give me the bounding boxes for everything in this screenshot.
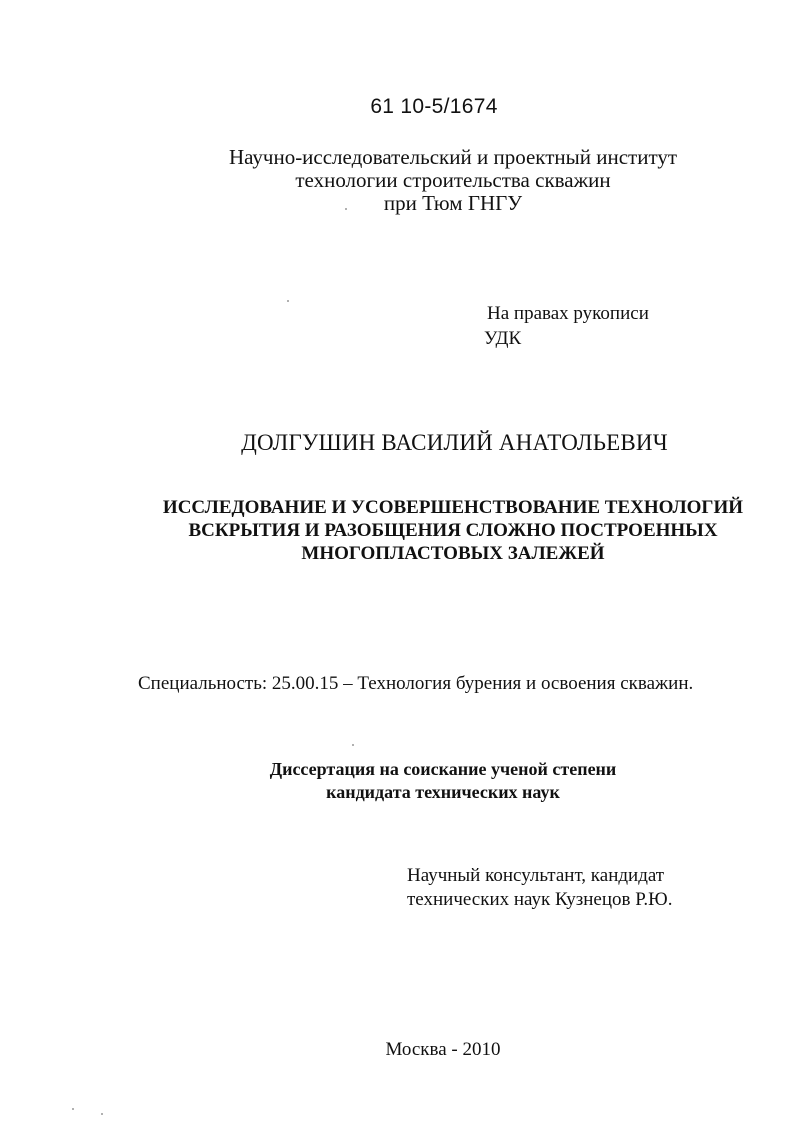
consultant-line: Научный консультант, кандидат bbox=[407, 865, 665, 886]
city-year: Москва - 2010 bbox=[385, 1039, 501, 1060]
consultant-line: технических наук Кузнецов Р.Ю. bbox=[407, 889, 673, 910]
author-name: ДОЛГУШИН ВАСИЛИЙ АНАТОЛЬЕВИЧ bbox=[241, 430, 668, 455]
scan-speck bbox=[352, 744, 354, 746]
consultant-block bbox=[407, 864, 672, 912]
degree-block bbox=[0, 758, 793, 804]
specialty-line: Специальность: 25.00.15 – Технология бурения и освоения скважин. bbox=[138, 673, 694, 694]
udk-label: УДК bbox=[484, 328, 522, 349]
archive-code: 61 10-5/1674 bbox=[370, 95, 498, 118]
scan-speck bbox=[101, 1113, 103, 1115]
scan-speck bbox=[287, 300, 289, 302]
degree-line: кандидата технических наук bbox=[326, 782, 560, 802]
institute-line: Научно-исследовательский и проектный институт bbox=[228, 145, 678, 169]
title-line: ИССЛЕДОВАНИЕ И УСОВЕРШЕНСТВОВАНИЕ ТЕХНОЛОГИЙ bbox=[162, 497, 744, 518]
title-line: ВСКРЫТИЯ И РАЗОБЩЕНИЯ СЛОЖНО ПОСТРОЕННЫХ bbox=[188, 520, 718, 541]
institute-block bbox=[0, 146, 793, 215]
scan-speck bbox=[345, 208, 347, 210]
title-line: МНОГОПЛАСТОВЫХ ЗАЛЕЖЕЙ bbox=[301, 543, 605, 564]
institute-line: технологии строительства скважин bbox=[295, 168, 611, 192]
institute-line: при Тюм ГНГУ bbox=[383, 191, 523, 215]
scan-speck bbox=[72, 1108, 74, 1110]
degree-line: Диссертация на соискание ученой степени bbox=[269, 759, 617, 779]
dissertation-title bbox=[0, 496, 793, 565]
manuscript-note: На правах рукописи bbox=[487, 303, 649, 324]
